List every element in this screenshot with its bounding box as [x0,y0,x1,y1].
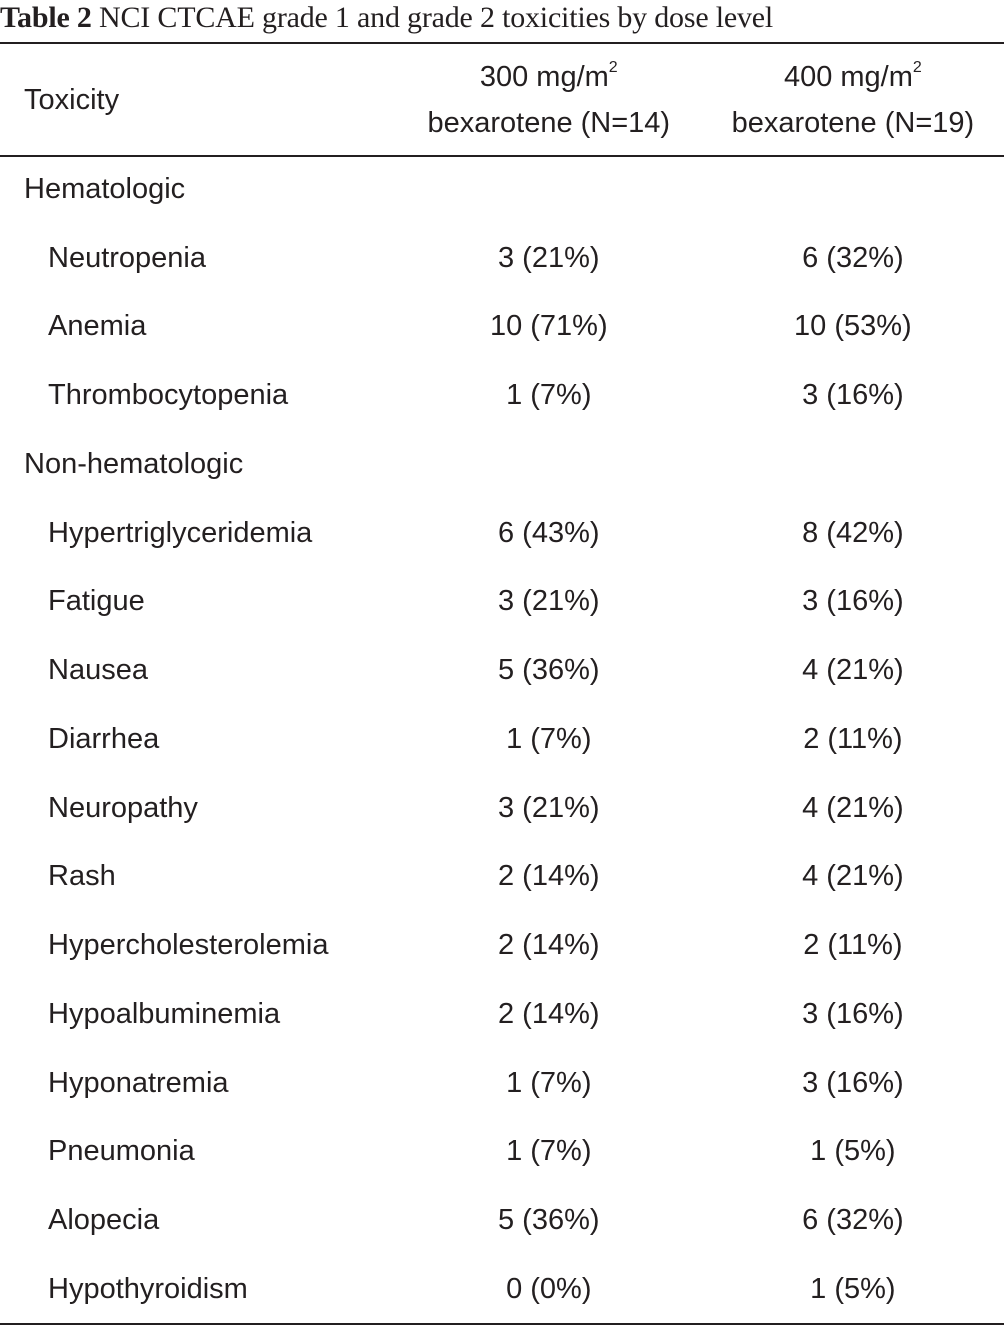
toxicity-name: Rash [48,860,116,893]
header-400-line1: 400 mg/m [783,60,913,93]
table-caption [0,0,1004,40]
table-row [0,1049,1004,1118]
table-row [0,293,1004,362]
value-400-dose: 3 (16%) [802,997,904,1030]
header-400-dose [702,44,1004,155]
value-400-dose: 6 (32%) [802,241,904,274]
header-300-dose [396,44,702,155]
toxicity-name: Anemia [48,310,147,343]
value-300-dose: 3 (21%) [498,241,600,274]
table-row [0,499,1004,568]
table-row [0,1118,1004,1187]
group-label: Hematologic [24,172,186,205]
table-row [0,1186,1004,1255]
group-label: Non-hematologic [24,447,244,480]
value-300-dose: 5 (36%) [498,1204,600,1237]
table-row [0,1255,1004,1324]
value-400-dose: 6 (32%) [802,1204,904,1237]
toxicity-name: Pneumonia [48,1135,195,1168]
value-300-dose: 10 (71%) [489,310,608,343]
table-row [0,568,1004,637]
header-400-line2: bexarotene (N=19) [731,106,975,139]
value-300-dose: 2 (14%) [498,997,600,1030]
value-400-dose: 4 (21%) [802,860,904,893]
table-label: Table 2 [0,1,92,34]
value-300-dose: 2 (14%) [498,929,600,962]
value-300-dose: 1 (7%) [506,379,592,412]
toxicity-name: Hypercholesterolemia [48,929,329,962]
value-400-dose: 3 (16%) [802,585,904,618]
value-300-dose: 6 (43%) [498,516,600,549]
table-row [0,843,1004,912]
toxicity-name: Hypertriglyceridemia [48,516,313,549]
value-300-dose: 3 (21%) [498,585,600,618]
header-row [0,44,1004,155]
toxicity-name: Hyponatremia [48,1066,229,1099]
value-400-dose: 3 (16%) [802,1066,904,1099]
table-row [0,361,1004,430]
toxicity-name: Nausea [48,654,148,687]
value-400-dose: 2 (11%) [803,929,903,962]
value-300-dose: 1 (7%) [506,1066,592,1099]
value-400-dose: 8 (42%) [802,516,904,549]
value-300-dose: 0 (0%) [506,1272,592,1305]
toxicity-name: Hypothyroidism [48,1272,248,1305]
group-row [0,155,1004,224]
value-400-dose: 10 (53%) [794,310,912,343]
header-300-line1: 300 mg/m [479,60,609,93]
table-row [0,705,1004,774]
table-title: NCI CTCAE grade 1 and grade 2 toxicities by dose level [99,1,774,34]
header-300-line2: bexarotene (N=14) [427,106,671,139]
toxicity-name: Thrombocytopenia [48,379,289,412]
toxicity-name: Alopecia [48,1204,160,1237]
value-400-dose: 4 (21%) [802,654,904,687]
value-300-dose: 3 (21%) [498,791,600,824]
table-row [0,774,1004,843]
toxicity-name: Neutropenia [48,241,206,274]
toxicity-name: Diarrhea [48,722,160,755]
value-300-dose: 2 (14%) [498,860,600,893]
toxicity-table [0,44,1004,1324]
value-300-dose: 1 (7%) [506,1135,592,1168]
value-300-dose: 1 (7%) [506,722,592,755]
header-toxicity: Toxicity [24,83,120,116]
value-400-dose: 3 (16%) [802,379,904,412]
value-400-dose: 1 (5%) [810,1135,896,1168]
toxicity-name: Fatigue [48,585,145,618]
value-300-dose: 5 (36%) [498,654,600,687]
value-400-dose: 1 (5%) [810,1272,896,1305]
table-body [0,155,1004,1324]
table-row [0,636,1004,705]
group-row [0,430,1004,499]
table-row [0,224,1004,293]
value-400-dose: 2 (11%) [803,722,903,755]
toxicity-name: Hypoalbuminemia [48,997,281,1030]
header-400-sup: 2 [912,58,922,76]
table-row [0,911,1004,980]
table-row [0,980,1004,1049]
value-400-dose: 4 (21%) [802,791,904,824]
header-300-sup: 2 [608,58,618,76]
toxicity-name: Neuropathy [48,791,198,824]
